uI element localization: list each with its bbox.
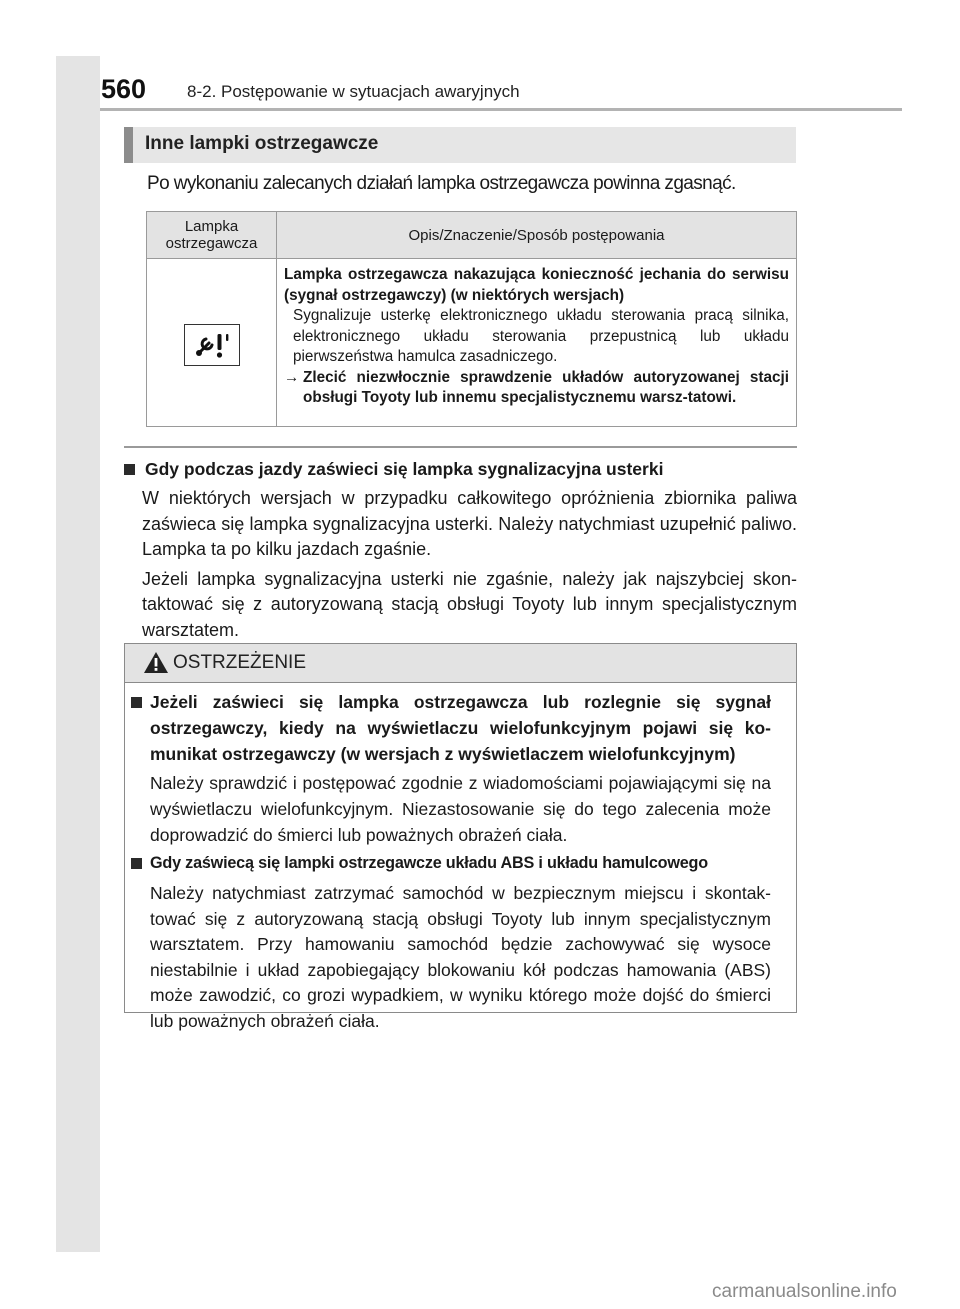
arrow-right-icon: → [284,368,300,386]
paragraph: W niektórych wersjach w przypadku całkowitego opróżnienia zbiornika paliwa zaświeca się lampka sygnalizacyjna usterki. Należy natychmiast uzupełnić paliwo. Lampka ta po kilku jazdach zgaśnie. [142,488,797,559]
lamp-cell [147,259,277,427]
table-header-row [147,212,797,259]
section-title-bar [124,127,796,163]
section-divider [124,446,797,448]
lamp-description: Sygnalizuje usterkę elektronicznego układu sterowania pracą silnika, elektronicznego układu sterowania przepustnicą lub układu pierwszeństwa hamulca zasadniczego. [293,307,789,365]
lamp-title: Lampka ostrzegawcza nakazująca konieczność jechania do serwisu (sygnał ostrzegawczy) (w niektórych wersjach) [284,266,789,304]
warning-triangle-icon [143,651,169,679]
column-header-lamp: Lampka ostrzegawcza [147,212,277,259]
table-row [147,259,797,427]
section-title: Inne lampki ostrzegawcze [145,133,379,154]
warning-item-heading-text: Jeżeli zaświeci się lampka ostrzegawcza lub rozlegnie się sygnał ostrzegawczy, kiedy na wyświetlaczu wielofunkcyjnym pojawi się ko-munikat ostrzegawczy (w wersjach z wyświetlaczem wielofunkcyjnym) [150,692,771,764]
subsection-heading-text: Gdy podczas jazdy zaświeci się lampka sygnalizacyjna usterki [145,458,664,479]
warning-lamp-table [146,211,797,427]
warning-item-heading [131,690,771,767]
warning-item-text: Należy sprawdzić i postępować zgodnie z wiadomościami pojawiającymi się na wyświetlaczu wielofunkcyjnym. Niezastosowanie się do tego zalecenia może doprowadzić do śmierci lub poważnych obrażeń ciała. [150,773,771,845]
warning-item-heading-text: Gdy zaświecą się lampki ostrzegawcze układu ABS i układu hamulcowego [150,854,708,873]
chapter-title: 8-2. Postępowanie w sytuacjach awaryjnych [187,82,520,101]
description-cell [277,259,797,427]
warning-box [124,643,797,1031]
action-text: Zlecić niezwłocznie sprawdzenie układów autoryzowanej stacji obsługi Toyoty lub innemu specjalistycznemu warsz-tatowi. [303,368,789,406]
recommended-action [284,368,789,409]
service-warning-icon [184,324,240,366]
warning-item-text: Należy natychmiast zatrzymać samochód w bezpiecznym miejscu i skontak-tować się z autoryzowaną stacją obsługi Toyoty lub innym specjalistycznym warsztatem. Przy hamowaniu samochód będzie zachowywać się wysoce niestabilnie i układ zapobiegający blokowaniu kół podczas hamowania (ABS) może zawodzić, co grozi wypadkiem, w wyniku którego może dojść do śmierci lub poważnych obrażeń ciała. [150,882,771,1031]
square-bullet-icon [131,697,142,708]
square-bullet-icon [124,464,135,475]
subsection-heading [124,456,797,482]
side-band [56,56,100,1252]
warning-header [125,644,796,683]
warning-item-heading [131,851,771,877]
watermark: carmanualsonline.info [712,1281,897,1302]
column-header-description: Opis/Znaczenie/Sposób postępowania [277,212,797,259]
page-number: 560 [101,74,147,104]
section-intro: Po wykonaniu zalecanych działań lampka ostrzegawcza powinna zgasnąć. [147,173,736,194]
malfunction-lamp-section [124,456,797,643]
page-header [100,62,902,112]
warning-body [125,683,796,1035]
header-rule [100,108,902,111]
paragraph: Jeżeli lampka sygnalizacyjna usterki nie zgaśnie, należy jak najszybciej skon-taktować się z autoryzowaną stacją obsługi Toyoty lub innym specjalistycznym warsztatem. [142,568,797,640]
square-bullet-icon [131,858,142,869]
warning-title: OSTRZEŻENIE [173,652,307,673]
